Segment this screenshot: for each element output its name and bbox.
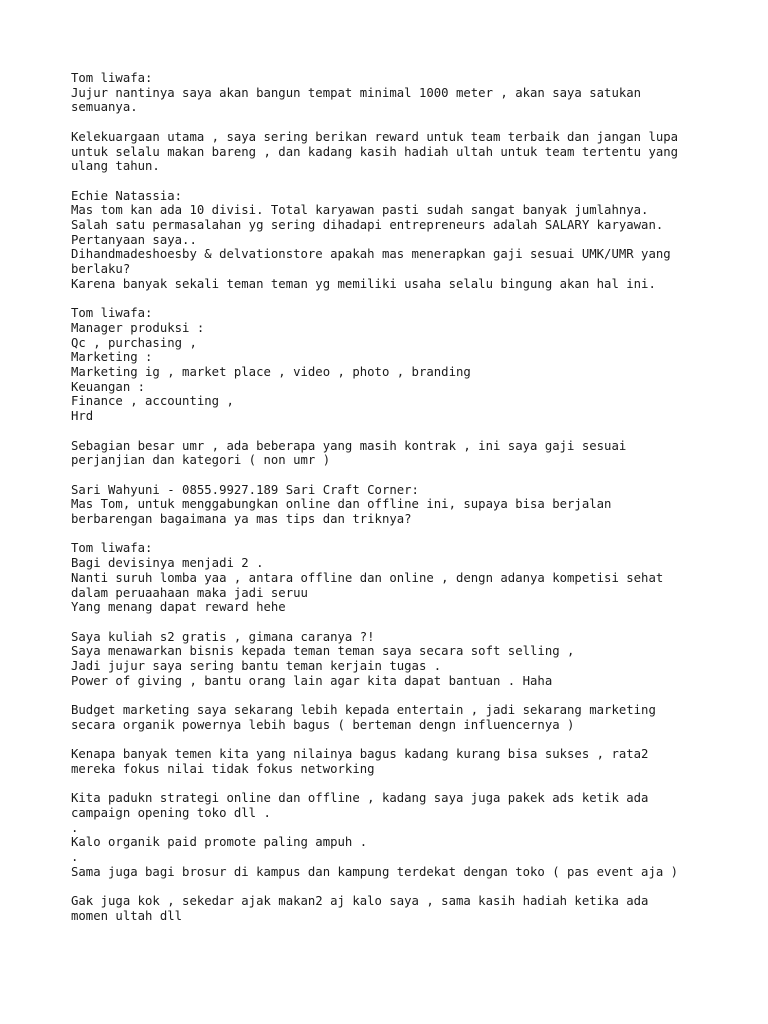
document-text-line: Sama juga bagi brosur di kampus dan kampung terdekat dengan toko ( pas event aja ) [71, 864, 679, 879]
document-text-line: momen ultah dll [71, 908, 183, 923]
document-text-line: perjanjian dan kategori ( non umr ) [71, 453, 331, 468]
document-text-line: Mas Tom, untuk menggabungkan online dan offline ini, supaya bisa berjalan [71, 497, 612, 512]
document-text-line: . [71, 820, 79, 835]
document-text-line: mereka fokus nilai tidak fokus networking [71, 761, 375, 776]
document-text-line: Salah satu permasalahan yg sering dihadapi entrepreneurs adalah SALARY karyawan. [71, 218, 664, 232]
document-text-line: Gak juga kok , sekedar ajak makan2 aj kalo saya , sama kasih hadiah ketika ada [71, 894, 649, 909]
document-text-line: Kelekuargaan utama , saya sering berikan reward untuk team terbaik dan jangan lupa [71, 129, 679, 144]
document-text-line: dalam peruaahaan maka jadi seruu [71, 585, 308, 600]
document-text-line: Pertanyaan saya.. [71, 232, 197, 247]
document-text-line: Sari Wahyuni - 0855.9927.189 Sari Craft Corner: [71, 482, 419, 497]
document-text-line: Manager produksi : [71, 320, 205, 335]
document-text-line: Jujur nantinya saya akan bangun tempat minimal 1000 meter , akan saya satukan [71, 85, 642, 100]
document-text-line: Sebagian besar umr , ada beberapa yang masih kontrak , ini saya gaji sesuai [71, 438, 627, 453]
document-text-line: berlaku? [71, 262, 131, 277]
document-text-line: Kita padukn strategi online dan offline , kadang saya juga pakek ads ketik ada [71, 791, 649, 806]
document-text-line: Jadi jujur saya sering bantu teman kerjain tugas . [71, 659, 442, 673]
document-text-line: Nanti suruh lomba yaa , antara offline dan online , dengn adanya kompetisi sehat [71, 570, 664, 585]
document-text-line: Kalo organik paid promote paling ampuh . [71, 835, 368, 850]
document-text-line: Saya kuliah s2 gratis , gimana caranya ?! [71, 629, 375, 644]
document-text-line: semuanya. [71, 100, 138, 115]
document-text-line: Tom liwafa: [71, 306, 153, 321]
document-text-line: secara organik powernya lebih bagus ( berteman dengn influencernya ) [71, 717, 575, 732]
document-text-line: Marketing ig , market place , video , photo , branding [71, 365, 471, 379]
document-text-line: Marketing : [71, 350, 153, 365]
document-text-line: Hrd [71, 409, 94, 424]
document-text-line: Finance , accounting , [71, 394, 234, 409]
document-text-line: . [71, 850, 79, 865]
document-text-line: Saya menawarkan bisnis kepada teman teman saya secara soft selling , [71, 644, 575, 659]
document-text-line: Dihandmadeshoesby & delvationstore apakah mas menerapkan gaji sesuai UMK/UMR yang [71, 247, 671, 262]
document-text-line: Keuangan : [71, 379, 146, 394]
document-text-line: ulang tahun. [71, 159, 160, 174]
document-text-line: Karena banyak sekali teman teman yg memiliki usaha selalu bingung akan hal ini. [71, 276, 656, 291]
document-text-line: Echie Natassia: [71, 188, 183, 203]
document-text-line: Kenapa banyak temen kita yang nilainya bagus kadang kurang bisa sukses , rata2 [71, 747, 649, 762]
document-text-line: campaign opening toko dll . [71, 806, 271, 820]
document-text-line: Mas tom kan ada 10 divisi. Total karyawan pasti sudah sangat banyak jumlahnya. [71, 203, 649, 218]
document-text-line: Qc , purchasing , [71, 335, 197, 350]
document-text-line: Yang menang dapat reward hehe [71, 600, 286, 615]
document-text-line: untuk selalu makan bareng , dan kadang kasih hadiah ultah untuk team tertentu yang [71, 144, 679, 159]
document-text-line: Budget marketing saya sekarang lebih kepada entertain , jadi sekarang marketing [71, 703, 656, 718]
document-text-line: Tom liwafa: [71, 541, 153, 556]
document-text-line: Power of giving , bantu orang lain agar kita dapat bantuan . Haha [71, 673, 553, 688]
document-text-line: Tom liwafa: [71, 71, 153, 85]
document-text-line: Bagi devisinya menjadi 2 . [71, 556, 264, 571]
document-text-line: berbarengan bagaimana ya mas tips dan triknya? [71, 512, 412, 526]
